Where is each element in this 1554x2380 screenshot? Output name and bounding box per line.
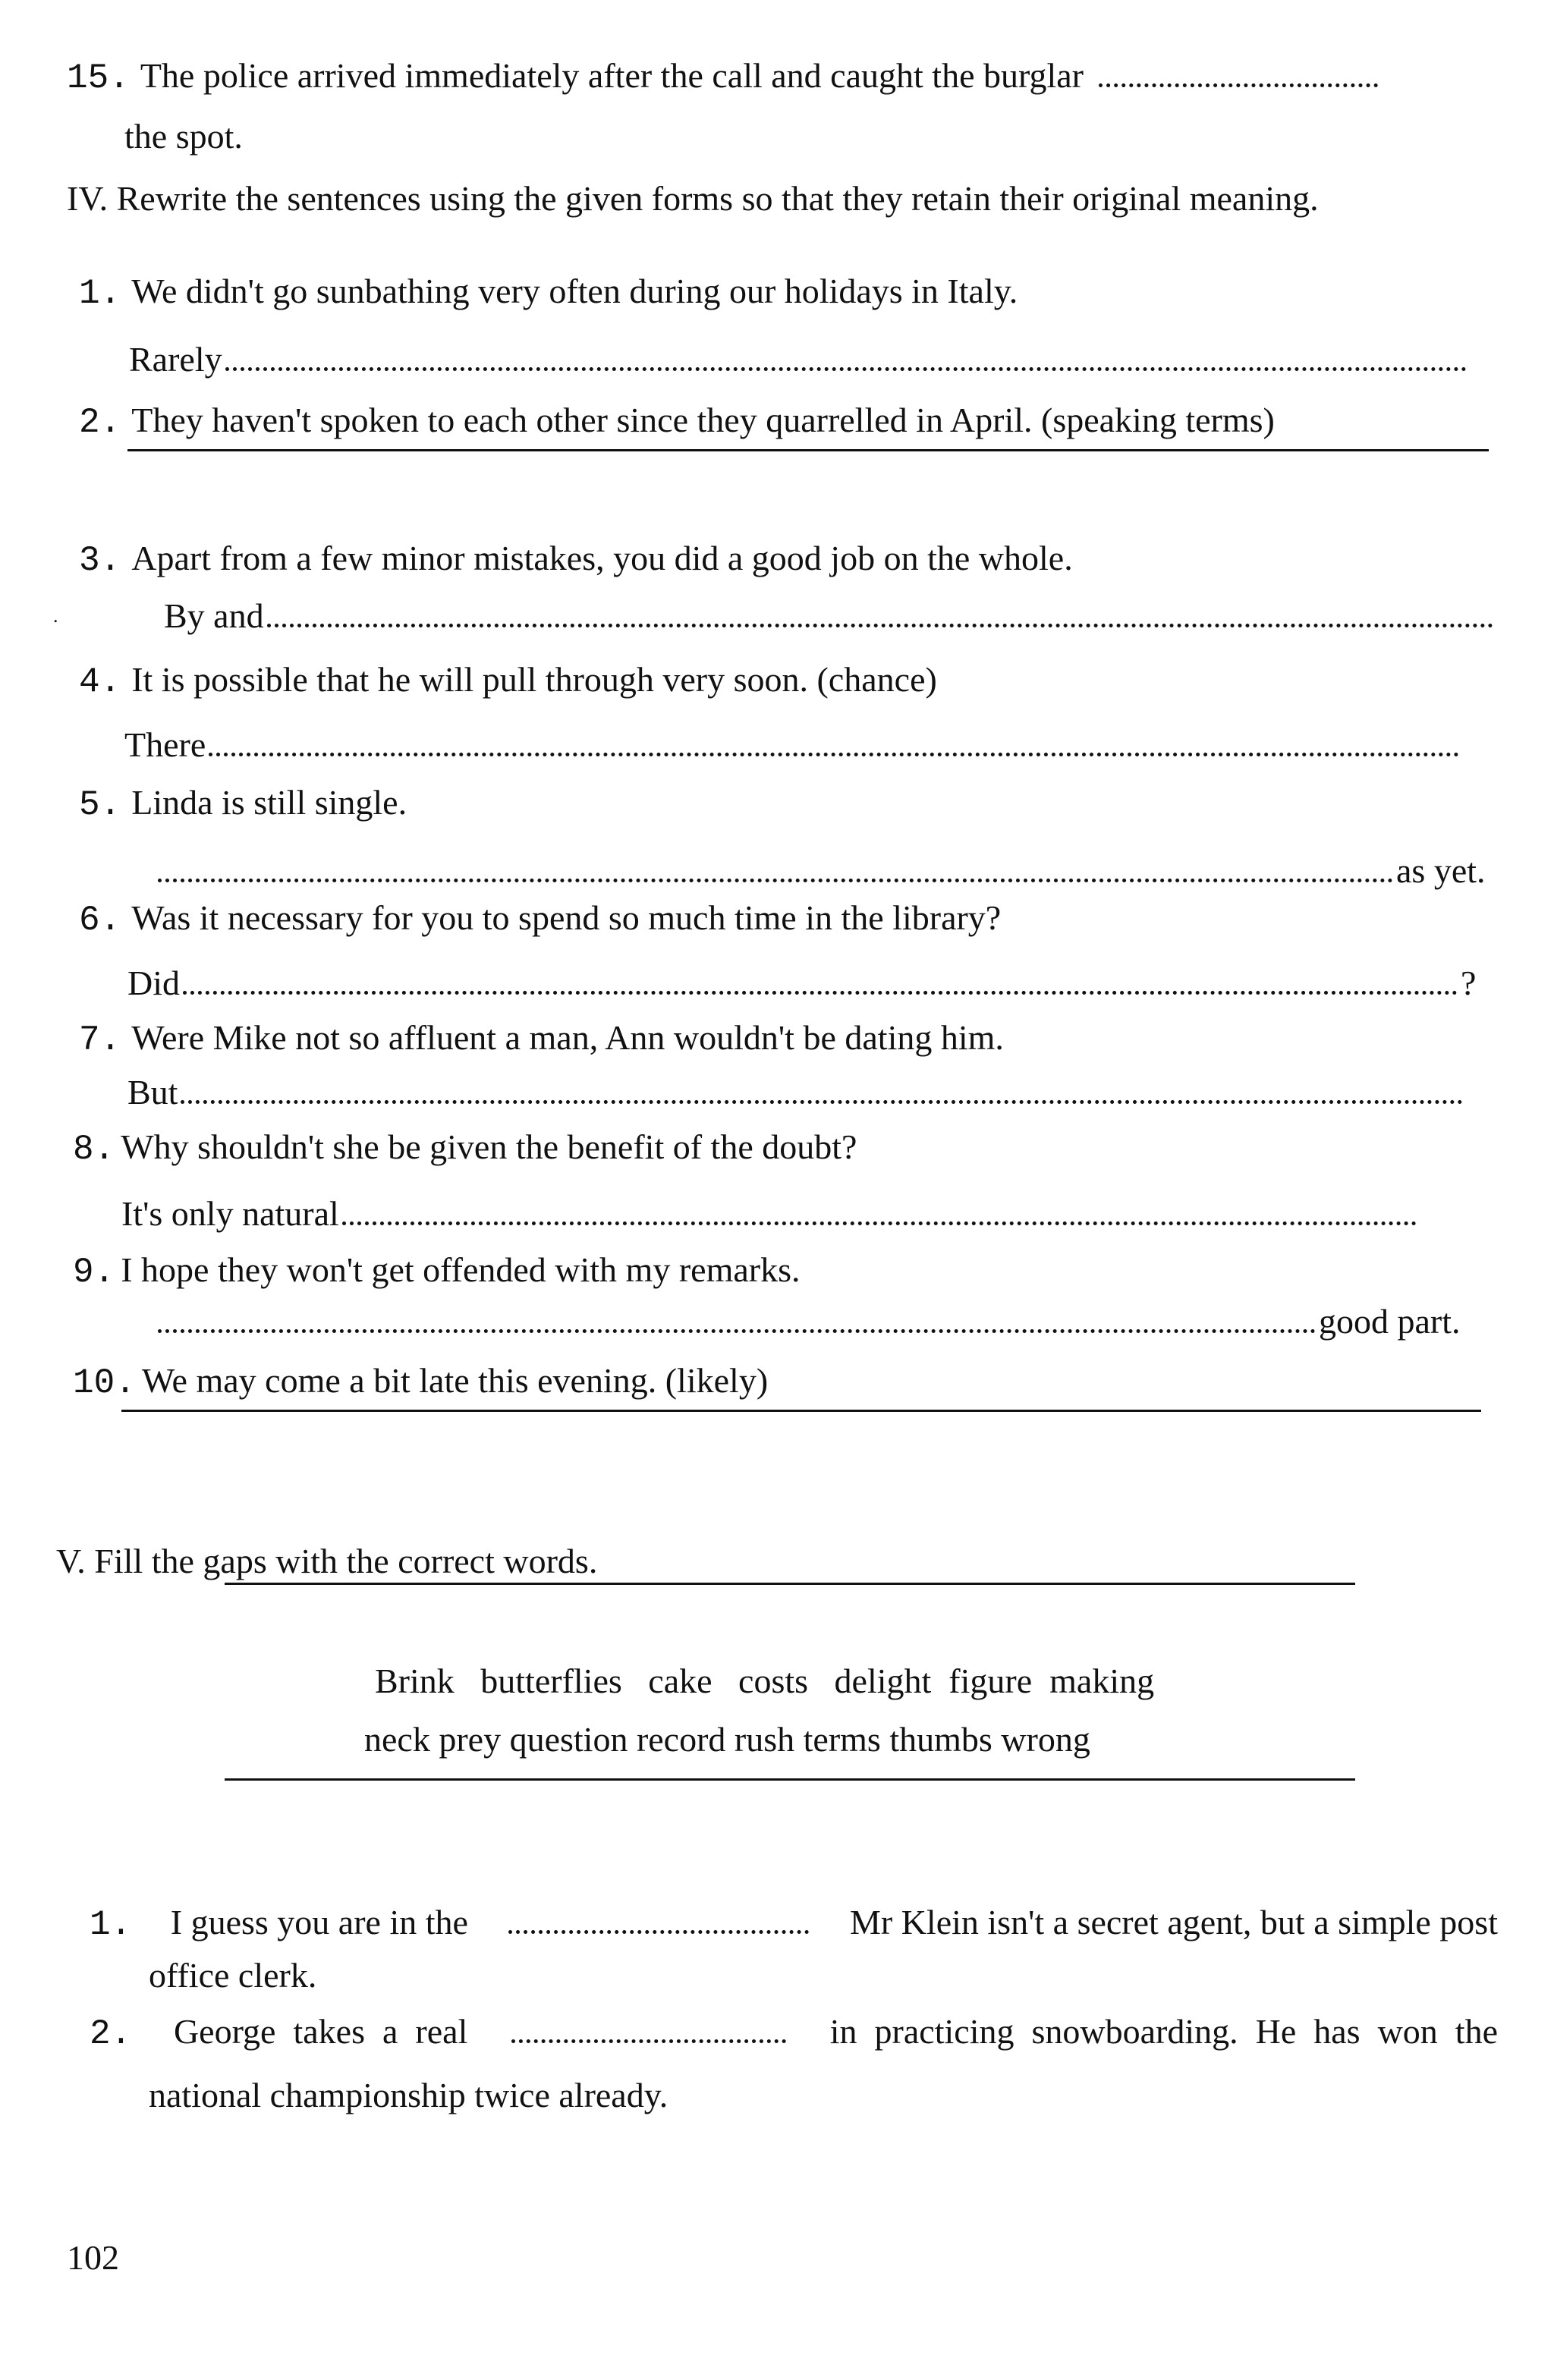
item-number: 5. bbox=[79, 785, 121, 825]
section-iv-item-7-answer bbox=[127, 1071, 1463, 1113]
word-box-top-rule bbox=[225, 1583, 1355, 1585]
section-iv-item-1 bbox=[79, 270, 1018, 315]
item-text-before: I guess you are in the bbox=[170, 1903, 468, 1941]
item-number: 15. bbox=[67, 58, 130, 98]
section-iv-item-6 bbox=[79, 897, 1001, 942]
item-number: 4. bbox=[79, 662, 121, 702]
word-box-line-1: Brink butterflies cake costs delight figure making bbox=[375, 1662, 1155, 1700]
prev-item-15-continuation: the spot. bbox=[124, 117, 243, 156]
answer-blank[interactable] bbox=[225, 367, 1467, 371]
section-iv-item-3-answer bbox=[164, 595, 1493, 637]
item-number: 10. bbox=[73, 1363, 136, 1403]
section-iv-item-8-answer bbox=[121, 1193, 1417, 1234]
section-iv-item-6-answer bbox=[127, 962, 1476, 1004]
section-iv-item-9-answer bbox=[158, 1300, 1461, 1342]
word-box-bottom-rule bbox=[225, 1778, 1355, 1781]
section-iv-item-4-answer bbox=[124, 724, 1459, 766]
item-number: 1. bbox=[90, 1905, 132, 1945]
item-number: 6. bbox=[79, 901, 121, 940]
item-sentence: Were Mike not so affluent a man, Ann wouldn't be dating him. bbox=[131, 1018, 1004, 1057]
stray-mark: . bbox=[53, 605, 58, 627]
item-sentence: Apart from a few minor mistakes, you did a good job on the whole. bbox=[131, 539, 1073, 577]
answer-blank[interactable] bbox=[209, 753, 1459, 756]
item-sentence: It is possible that he will pull through very soon. (chance) bbox=[131, 660, 937, 699]
item-number: 9. bbox=[73, 1253, 115, 1292]
answer-blank[interactable] bbox=[342, 1221, 1417, 1225]
item-text-before: George takes a real bbox=[173, 2012, 468, 2051]
answer-blank[interactable] bbox=[511, 2039, 786, 2043]
item-number: 3. bbox=[79, 541, 121, 580]
item-sentence: The police arrived immediately after the call and caught the burglar bbox=[140, 56, 1084, 95]
word-box-line-2: neck prey question record rush terms thumbs wrong bbox=[364, 1720, 1090, 1759]
answer-suffix: as yet. bbox=[1396, 851, 1486, 890]
section-v-item-1 bbox=[90, 1901, 1498, 1946]
section-iv-item-5-answer bbox=[158, 850, 1486, 891]
section-iv-item-2 bbox=[79, 399, 1275, 444]
section-iv-item-5 bbox=[79, 781, 407, 826]
answer-prompt: There bbox=[124, 725, 206, 764]
section-iv-item-9 bbox=[73, 1249, 801, 1294]
item-sentence: Linda is still single. bbox=[131, 783, 407, 822]
item-sentence: We may come a bit late this evening. (likely) bbox=[141, 1361, 769, 1400]
section-iv-item-1-answer bbox=[129, 338, 1467, 380]
answer-blank[interactable] bbox=[183, 991, 1458, 995]
section-iv-title: IV. Rewrite the sentences using the given forms so that they retain their original meaning. bbox=[67, 179, 1319, 218]
item-number: 1. bbox=[79, 274, 121, 313]
answer-blank[interactable] bbox=[267, 624, 1493, 627]
item-sentence: Was it necessary for you to spend so much time in the library? bbox=[131, 898, 1002, 937]
word-box bbox=[225, 1660, 1355, 1760]
answer-prompt: Rarely bbox=[129, 340, 222, 379]
answer-prompt: But bbox=[127, 1073, 178, 1111]
section-iv-item-7 bbox=[79, 1017, 1004, 1061]
answer-suffix: good part. bbox=[1319, 1302, 1461, 1341]
item-sentence: They haven't spoken to each other since they quarrelled in April. (speaking terms) bbox=[131, 401, 1275, 439]
answer-prompt: Did bbox=[127, 964, 180, 1002]
section-iv-item-8 bbox=[73, 1126, 857, 1171]
item-text-after: in practicing snowboarding. He has won the bbox=[829, 2012, 1498, 2051]
prev-item-15 bbox=[67, 55, 1498, 99]
section-v-title: V. Fill the gaps with the correct words. bbox=[56, 1542, 598, 1580]
answer-blank[interactable] bbox=[158, 879, 1393, 882]
section-iv-item-4 bbox=[79, 659, 937, 703]
section-v-item-1-continuation: office clerk. bbox=[149, 1956, 317, 1995]
item-sentence: Why shouldn't she be given the benefit of the doubt? bbox=[121, 1127, 857, 1166]
answer-line[interactable] bbox=[127, 449, 1489, 451]
section-iv-item-3 bbox=[79, 537, 1073, 582]
item-number: 2. bbox=[79, 403, 121, 442]
answer-line[interactable] bbox=[121, 1410, 1481, 1412]
section-iv-item-10 bbox=[73, 1360, 768, 1404]
answer-blank[interactable] bbox=[181, 1100, 1463, 1104]
answer-blank[interactable] bbox=[508, 1930, 809, 1934]
item-number: 8. bbox=[73, 1130, 115, 1169]
answer-blank[interactable] bbox=[158, 1329, 1316, 1333]
item-number: 7. bbox=[79, 1020, 121, 1060]
answer-suffix: ? bbox=[1461, 964, 1477, 1002]
section-v-item-2-continuation: national championship twice already. bbox=[149, 2076, 668, 2114]
item-sentence: I hope they won't get offended with my remarks. bbox=[121, 1250, 801, 1289]
answer-prompt: It's only natural bbox=[121, 1194, 339, 1233]
page-number: 102 bbox=[67, 2238, 119, 2277]
item-number: 2. bbox=[90, 2014, 132, 2054]
item-sentence: We didn't go sunbathing very often during our holidays in Italy. bbox=[131, 272, 1018, 310]
answer-blank[interactable] bbox=[1099, 83, 1378, 87]
answer-prompt: By and bbox=[164, 596, 264, 635]
section-v-item-2 bbox=[90, 2011, 1498, 2055]
item-text-after: Mr Klein isn't a secret agent, but a simple post bbox=[849, 1903, 1498, 1941]
